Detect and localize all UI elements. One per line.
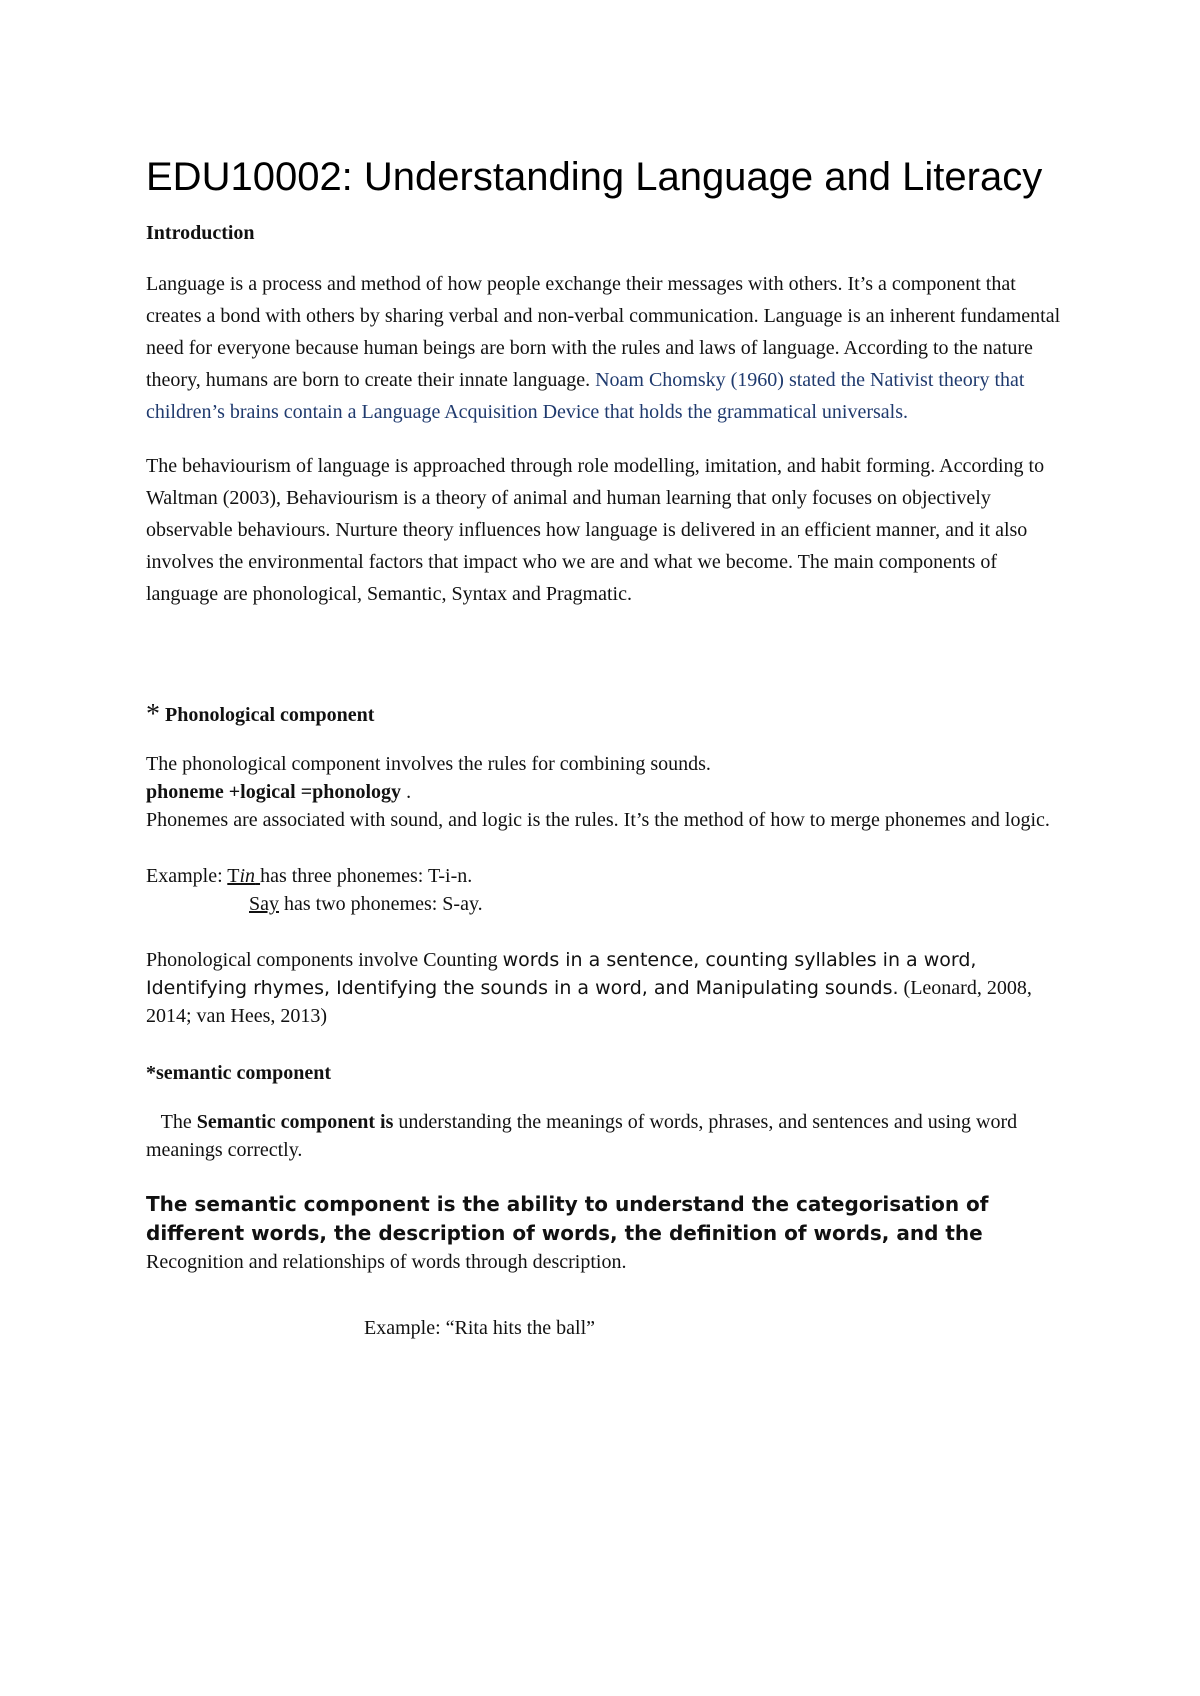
phonological-line-2: Phonemes are associated with sound, and logic is the rules. It’s the method of how to merge phonemes and logic. <box>146 809 1050 831</box>
intro-paragraph-1 <box>146 268 1066 428</box>
intro-paragraph-2: The behaviourism of language is approached through role modelling, imitation, and habit forming. According to Waltman (2003), Behaviourism is a theory of animal and human learning that only focuses on objectively observable behaviours. Nurture theory influences how language is delivered in an efficient manner, and it also involves the environmental factors that impact who we are and what we become. The main components of language are phonological, Semantic, Syntax and Pragmatic. <box>146 455 1045 605</box>
phonological-heading <box>146 699 1066 730</box>
formula-end: . <box>401 781 412 803</box>
phon-p3-citation: (Leonard, 2008, 2014; van Hees, 2013) <box>146 977 1032 1027</box>
example-2-rest: has two phonemes: S-ay. <box>279 893 483 915</box>
semantic-paragraph-2 <box>146 1190 1066 1276</box>
example-word-tin: Tin <box>227 865 256 887</box>
phonology-formula <box>146 778 1066 806</box>
section-spacer <box>146 632 1066 702</box>
semantic-paragraph-1 <box>146 1108 1066 1164</box>
semantic-example: Example: “Rita hits the ball” <box>364 1317 596 1339</box>
formula-text: phoneme +logical =phonology <box>146 781 402 803</box>
bullet-star: * <box>146 699 160 730</box>
phon-p3-lead: Phonological components involve Counting <box>146 949 503 971</box>
sem-p1-bold: Semantic component is <box>196 1111 394 1133</box>
intro-p1-text: Language is a process and method of how people exchange their messages with others. It’s a component that creates a bond with others by sharing verbal and non-verbal communication. Language is an inherent fundamental need for everyone because human beings are born with the rules and laws of language. According to the nature theory, humans are born to create their innate language. <box>146 273 1061 391</box>
phonological-example-1 <box>146 862 1066 890</box>
example-word-say: Say <box>249 893 279 915</box>
document-title: EDU10002: Understanding Language and Literacy <box>146 155 1043 199</box>
phonological-paragraph-3 <box>146 946 1066 1030</box>
document-body <box>146 150 1066 1342</box>
sem-p2-rest: Recognition and relationships of words through description. <box>146 1251 627 1273</box>
phonological-heading-text: Phonological component <box>165 704 375 726</box>
sem-p1-lead: The <box>146 1111 197 1133</box>
phonological-line-1: The phonological component involves the rules for combining sounds. <box>146 753 711 775</box>
example-label: Example: <box>146 865 228 887</box>
phonological-example-2 <box>146 890 1066 918</box>
phon-p3-skills: words in a sentence, counting syllables in a word, Identifying rhymes, Identifying the sounds in a word, and Manipulating sounds. <box>146 949 977 999</box>
semantic-heading: *semantic component <box>146 1062 331 1084</box>
chomsky-citation-text: Noam Chomsky (1960) stated the Nativist theory that children’s brains contain a Language Acquisition Device that holds the grammatical universals. <box>146 369 1025 423</box>
sem-p2-bold: The semantic component is the ability to understand the categorisation of different words, the description of words, the definition of words, and the <box>146 1192 989 1245</box>
sem-p1-rest: understanding the meanings of words, phrases, and sentences and using word meanings correctly. <box>146 1111 1018 1161</box>
intro-heading: Introduction <box>146 222 255 244</box>
example-1-rest: has three phonemes: T-i-n. <box>260 865 473 887</box>
